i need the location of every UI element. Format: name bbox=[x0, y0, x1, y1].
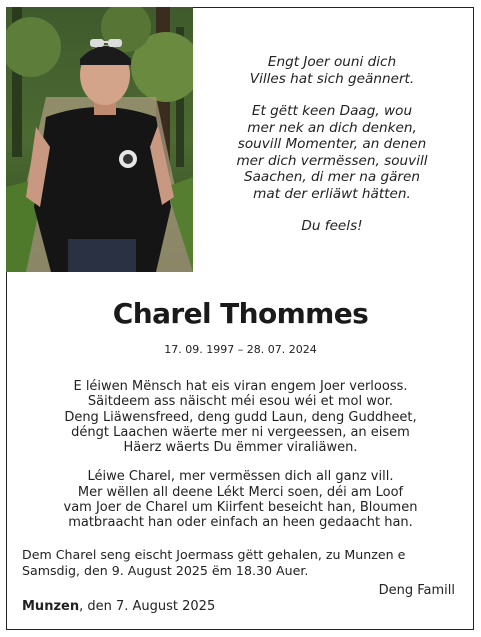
memorial-line: déngt Laachen wäerte mer ni vergeessen, an eisem bbox=[71, 424, 410, 440]
date-text: , den 7. August 2025 bbox=[79, 599, 216, 614]
memorial-line: Mer wëllen all deene Lékt Merci soen, déi am Loof bbox=[77, 484, 404, 500]
poem-stanza bbox=[200, 54, 464, 87]
memorial-line: E léiwen Mënsch hat eis viran engem Joer verlooss. bbox=[73, 379, 408, 394]
poem-line: mer nek an dich denken, bbox=[247, 119, 417, 136]
poem-line: Villes hat sich geännert. bbox=[249, 70, 415, 87]
poem-stanza bbox=[200, 218, 464, 235]
family-signature: Deng Famill bbox=[378, 583, 455, 598]
memorial-paragraph bbox=[20, 379, 461, 455]
poem-line: Engt Joer ouni dich bbox=[267, 54, 397, 70]
mass-announcement bbox=[22, 547, 462, 578]
announcement-line: Samsdig, den 9. August 2025 ëm 18.30 Auer. bbox=[22, 562, 309, 578]
poem-line: mat der erliäwt hätten. bbox=[253, 185, 411, 202]
life-dates: 17. 09. 1997 – 28. 07. 2024 bbox=[164, 343, 317, 356]
memorial-poem bbox=[200, 54, 464, 251]
poem-stanza bbox=[200, 103, 464, 202]
deceased-name: Charel Thommes bbox=[112, 297, 369, 330]
place-name: Munzen bbox=[22, 599, 80, 614]
memorial-line: vam Joer de Charel um Kiirfent beseicht han, Bloumen bbox=[63, 500, 418, 516]
memorial-line: matbraacht han oder einfach an heen gedaacht han. bbox=[68, 515, 413, 531]
poem-line: Du feels! bbox=[301, 218, 363, 234]
poem-line: Saachen, di mer na gären bbox=[243, 169, 421, 185]
poem-line: mer dich vermëssen, souvill bbox=[236, 152, 428, 169]
poem-line: souvill Momenter, an denen bbox=[237, 136, 427, 152]
place-date-line bbox=[22, 599, 215, 614]
announcement-line: Dem Charel seng eischt Joermass gëtt gehalen, zu Munzen e bbox=[22, 547, 406, 562]
memorial-line: Säitdeem ass näischt méi esou wéi et mol wor. bbox=[87, 394, 394, 410]
memorial-line: Deng Liäwensfreed, deng gudd Laun, deng Guddheet, bbox=[64, 409, 417, 425]
poem-line: Et gëtt keen Daag, wou bbox=[251, 103, 413, 119]
memorial-paragraph bbox=[20, 469, 461, 530]
portrait-photo bbox=[6, 7, 193, 272]
memorial-line: Léiwe Charel, mer vermëssen dich all ganz vill. bbox=[87, 469, 394, 485]
memorial-line: Häerz wäerts Du ëmmer viraliäwen. bbox=[123, 440, 358, 456]
memorial-text bbox=[20, 379, 461, 545]
